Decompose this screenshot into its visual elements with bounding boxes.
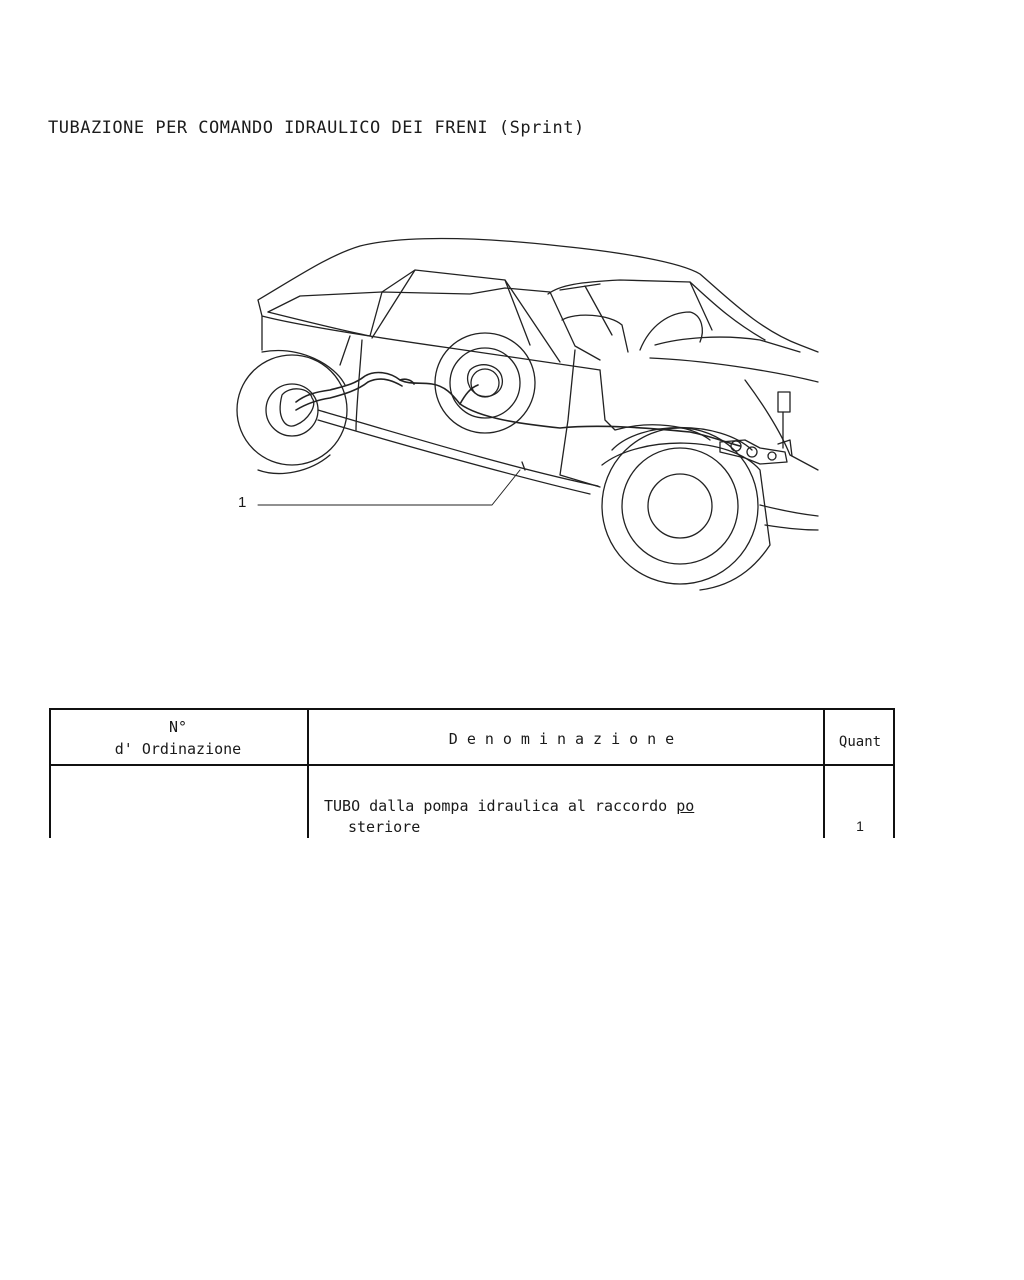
description-line-1-underlined: po	[676, 797, 695, 815]
header-denomination: Denominazione	[448, 730, 684, 748]
description-line-2: steriore	[348, 818, 421, 836]
spare-wheel-drawing	[435, 333, 535, 433]
table-row-description	[324, 796, 824, 838]
header-order-number: N° d' Ordinazione	[114, 718, 242, 758]
description-line-1: TUBO dalla pompa idraulica al raccordo	[324, 797, 677, 815]
rear-wheel-drawing	[237, 351, 347, 474]
table-row-quantity: 1	[856, 818, 864, 834]
front-wheel-drawing	[602, 428, 770, 591]
column-divider	[307, 708, 309, 838]
callout-number: 1	[238, 494, 247, 511]
car-brake-line-illustration	[235, 225, 820, 595]
table-header-divider	[49, 764, 895, 766]
callout-leader-line	[258, 470, 520, 505]
header-quantity: Quant	[838, 734, 882, 750]
page-title: TUBAZIONE PER COMANDO IDRAULICO DEI FRENI (Sprint)	[48, 118, 585, 138]
brake-line	[296, 373, 740, 446]
parts-table	[49, 708, 895, 838]
table-border-top	[49, 708, 895, 710]
